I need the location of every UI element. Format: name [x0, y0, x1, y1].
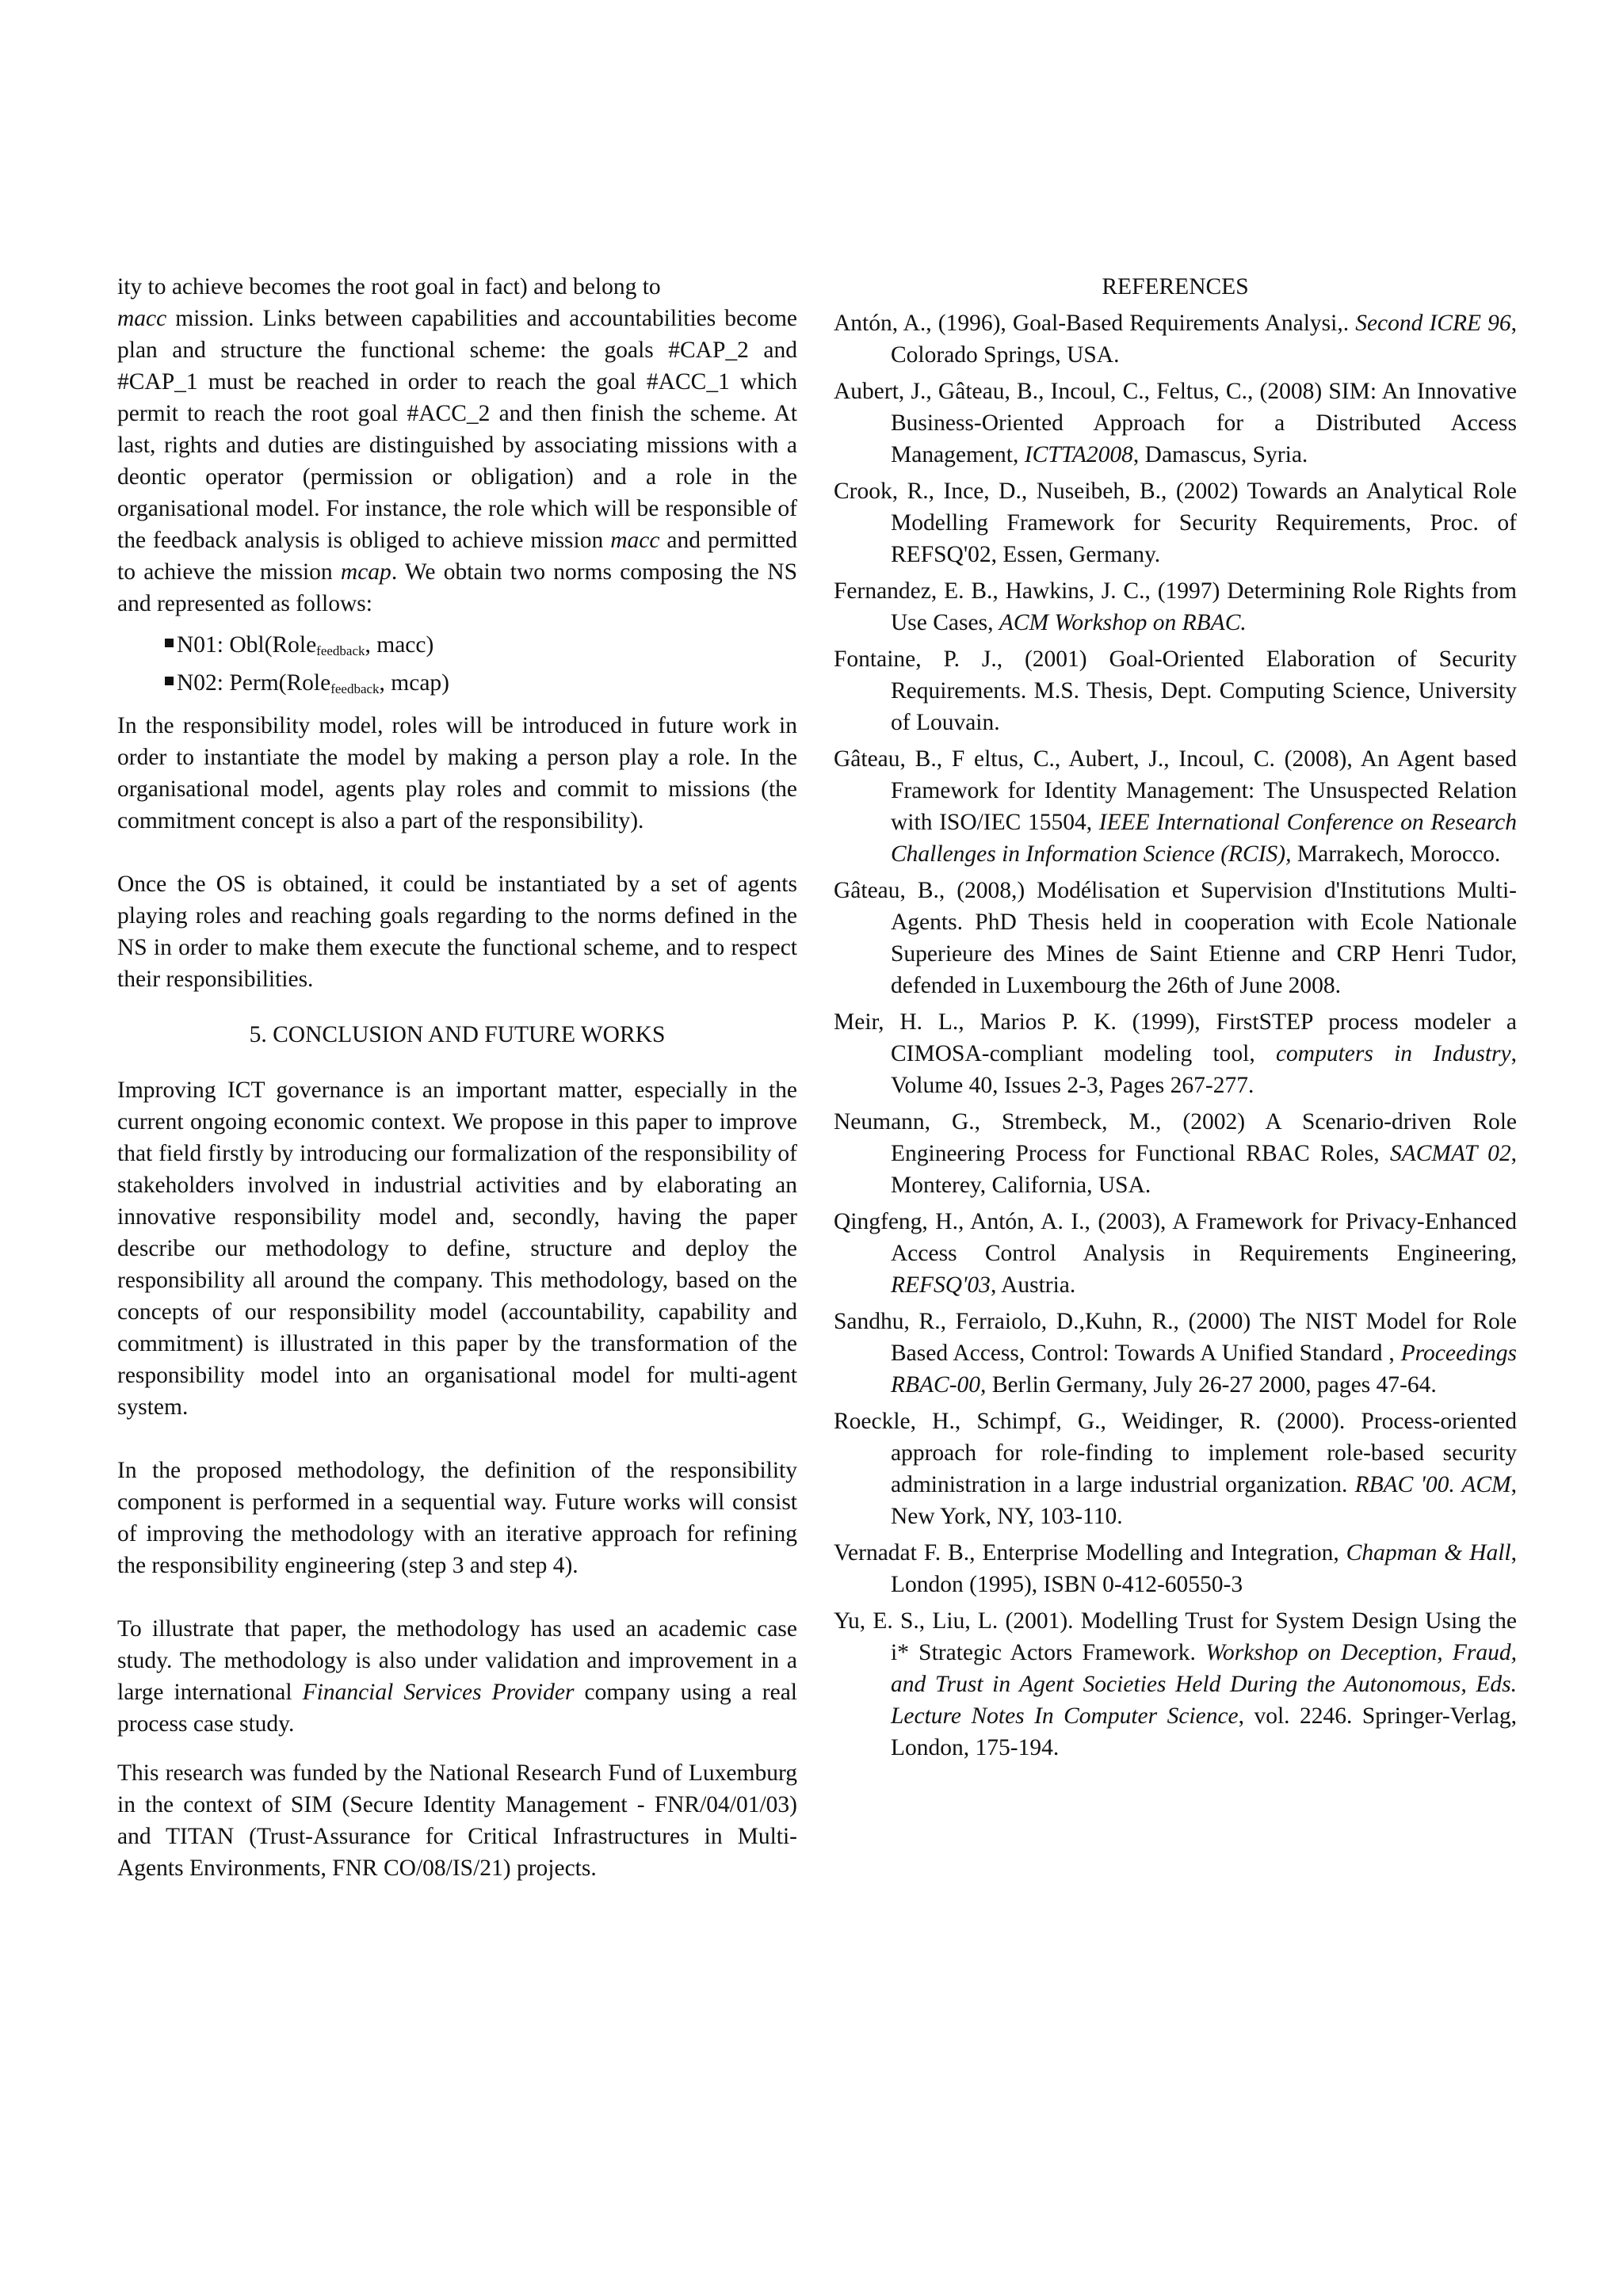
left-column [117, 271, 797, 1884]
paragraph-os-norms: ity to achieve becomes the root goal in fact) and belong to macc mission. Links between capabilities and accountabilities become plan and structure the functional scheme: the goals #CAP_2 and #CAP_1 must be reached in order to reach the goal #ACC_1 which permit to reach the root goal #ACC_2 and then finish the scheme. At last, rights and duties are distinguished by associating missions with a deontic operator (permission or obligation) and a role in the organisational model. For instance, the role which will be responsible of the feedback analysis is obliged to achieve mission macc and permitted to achieve the mission mcap. We obtain two norms composing the NS and represented as follows: [117, 274, 798, 616]
reference-item: Roeckle, H., Schimpf, G., Weidinger, R. (2000). Process-oriented approach for role-finding to implement role-based security administration in a large industrial organization. RBAC '00. ACM, New York, NY, 103-110. [834, 1409, 1517, 1529]
paragraph-future-works: In the proposed methodology, the definition of the responsibility component is performed in a sequential way. Future works will consist of improving the methodology with an iterative approach for refining the responsibility engineering (step 3 and step 4). [117, 1458, 797, 1578]
references-column [834, 271, 1517, 1768]
reference-item: Fernandez, E. B., Hawkins, J. C., (1997) Determining Role Rights from Use Cases, ACM Workshop on RBAC. [834, 578, 1517, 635]
reference-item: Antón, A., (1996), Goal-Based Requirements Analysi,. Second ICRE 96, Colorado Springs, USA. [834, 311, 1517, 368]
square-bullet-icon [165, 639, 174, 647]
reference-item: Qingfeng, H., Antón, A. I., (2003), A Framework for Privacy-Enhanced Access Control Analysis in Requirements Engineering, REFSQ'03, Austria. [834, 1209, 1517, 1298]
reference-item: Aubert, J., Gâteau, B., Incoul, C., Feltus, C., (2008) SIM: An Innovative Business-Oriented Approach for a Distributed Access Management, ICTTA2008, Damascus, Syria. [834, 379, 1517, 467]
paragraph-responsibility-roles: In the responsibility model, roles will be introduced in future work in order to instantiate the model by making a person play a role. In the organisational model, agents play roles and commit to missions (the commitment concept is also a part of the responsibility). [117, 713, 797, 833]
paragraph-case-study: To illustrate that paper, the methodology has used an academic case study. The methodology is also under validation and improvement in a large international Financial Services Provider company using a real process case study. [117, 1616, 797, 1737]
reference-item: Meir, H. L., Marios P. K. (1999), FirstSTEP process modeler a CIMOSA-compliant modeling tool, computers in Industry, Volume 40, Issues 2-3, Pages 267-277. [834, 1009, 1517, 1098]
paragraph-conclusion: Improving ICT governance is an important matter, especially in the current ongoing economic context. We propose in this paper to improve that field firstly by introducing our formalization of the responsibility of stakeholders involved in industrial activities and by elaborating an innovative responsibility model and, secondly, having the paper describe our methodology to define, structure and deploy the responsibility all around the company. This methodology, based on the concepts of our responsibility model (accountability, capability and commitment) is illustrated in this paper by the transformation of the responsibility model into an organisational model for multi-agent system. [117, 1077, 797, 1420]
references-title: REFERENCES [1102, 274, 1249, 299]
reference-item: Vernadat F. B., Enterprise Modelling and Integration, Chapman & Hall, London (1995), ISBN 0-412-60550-3 [834, 1540, 1517, 1597]
reference-item: Gâteau, B., (2008,) Modélisation et Supervision d'Institutions Multi-Agents. PhD Thesis held in cooperation with Ecole Nationale Superieure des Mines de Saint Etienne and CRP Henri Tudor, defended in Luxembourg the 26th of June 2008. [834, 878, 1517, 998]
norms-list [117, 626, 797, 702]
reference-item: Fontaine, P. J., (2001) Goal-Oriented Elaboration of Security Requirements. M.S. Thesis, Dept. Computing Science, University of Louvain. [834, 646, 1517, 735]
norm-item: N01: Obl(Role$_{feedback}$, macc) [165, 626, 797, 664]
reference-item: Sandhu, R., Ferraiolo, D.,Kuhn, R., (2000) The NIST Model for Role Based Access, Control: Towards A Unified Standard , Proceedings RBAC-00, Berlin Germany, July 26-27 2000, pages 47-64. [834, 1309, 1517, 1398]
square-bullet-icon [165, 677, 174, 685]
norm-item: N02: Perm(Role$_{feedback}$, mcap) [165, 664, 797, 702]
paragraph-funding: This research was funded by the National Research Fund of Luxemburg in the context of SIM (Secure Identity Management - FNR/04/01/03) and TITAN (Trust-Assurance for Critical Infrastructures in Multi-Agents Environments, FNR CO/08/IS/21) projects. [117, 1760, 797, 1881]
paragraph-os-instantiation: Once the OS is obtained, it could be instantiated by a set of agents playing roles and reaching goals regarding to the norms defined in the NS in order to make them execute the functional scheme, and to respect their responsibilities. [117, 871, 797, 992]
reference-item: Gâteau, B., F eltus, C., Aubert, J., Incoul, C. (2008), An Agent based Framework for Identity Management: The Unsuspected Relation with ISO/IEC 15504, IEEE International Conference on Research Challenges in Information Science (RCIS), Marrakech, Morocco. [834, 746, 1517, 867]
reference-item: Crook, R., Ince, D., Nuseibeh, B., (2002) Towards an Analytical Role Modelling Framework for Security Requirements, Proc. of REFSQ'02, Essen, Germany. [834, 479, 1517, 567]
reference-item: Yu, E. S., Liu, L. (2001). Modelling Trust for System Design Using the i* Strategic Actors Framework. Workshop on Deception, Fraud, and Trust in Agent Societies Held During the Autonomous, Eds. Lecture Notes In Computer Science, vol. 2246. Springer-Verlag, London, 175-194. [834, 1608, 1518, 1760]
reference-item: Neumann, G., Strembeck, M., (2002) A Scenario-driven Role Engineering Process for Functional RBAC Roles, SACMAT 02, Monterey, California, USA. [834, 1109, 1517, 1198]
section-heading: 5. CONCLUSION AND FUTURE WORKS [249, 1022, 666, 1047]
